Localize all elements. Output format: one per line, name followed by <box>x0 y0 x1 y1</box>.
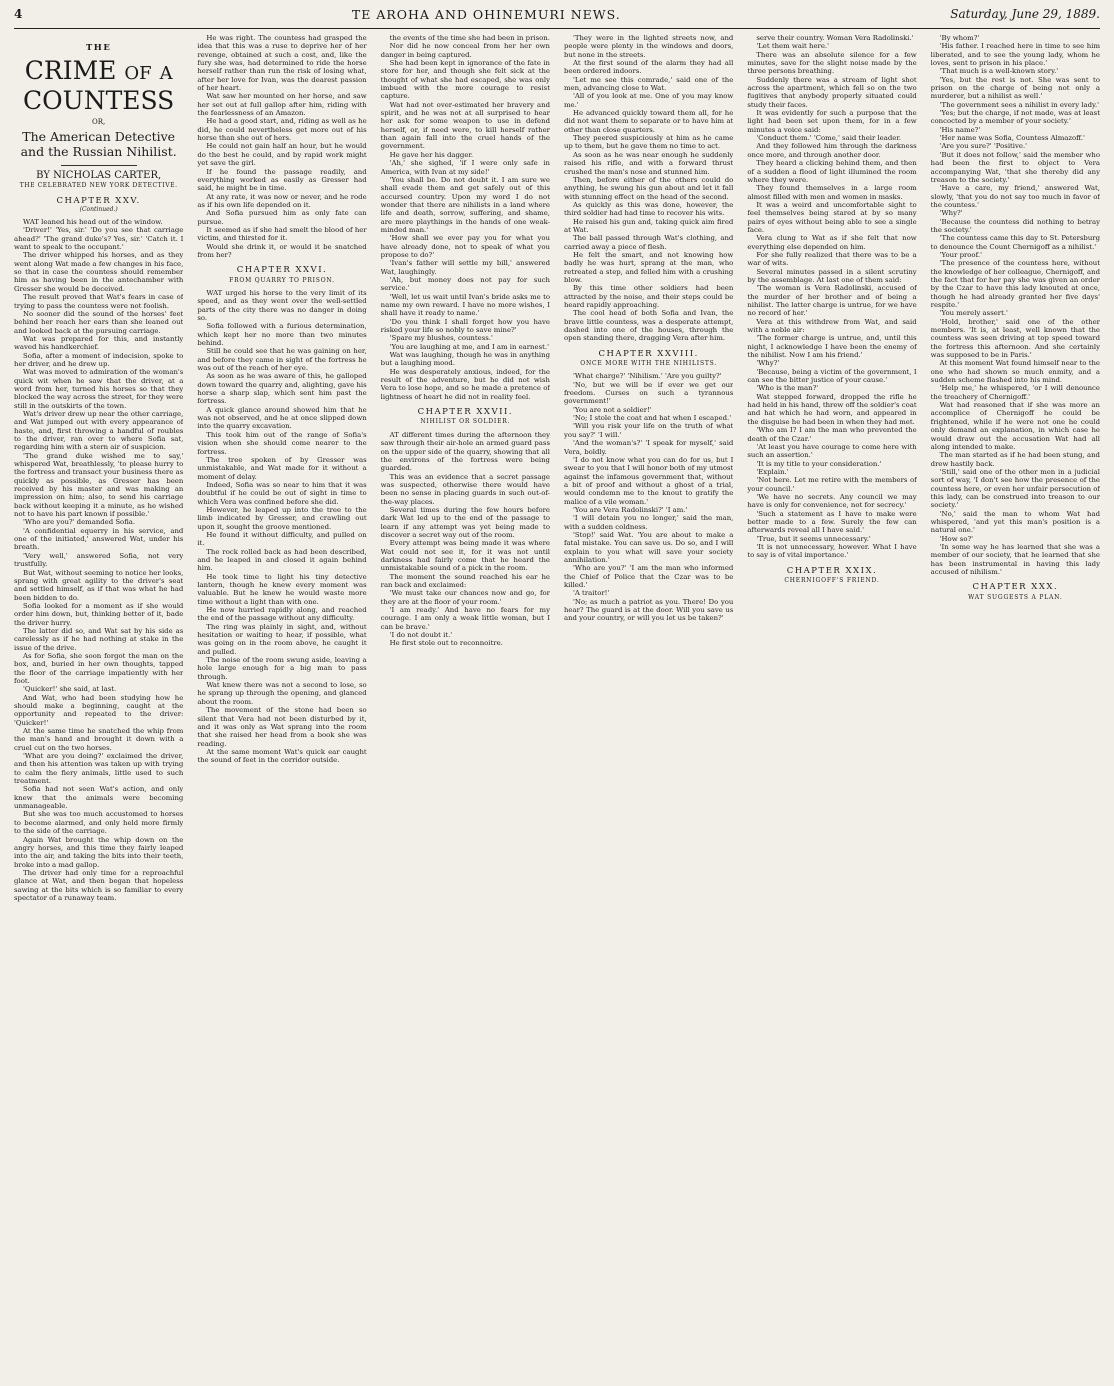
paragraph: Every attempt was being made it was where Wat could not see it, for it was not until darkness had fairly come that he heard the unmistakable sound of a pick in the room. <box>380 539 550 573</box>
paragraph: 'Because the countess did nothing to betray the society.' <box>930 217 1100 234</box>
column-2 <box>197 34 366 1378</box>
paragraph: 'A traitor!' <box>572 589 610 598</box>
paragraph: 'Who am I? I am the man who prevented the death of the Czar.' <box>747 426 917 443</box>
paragraph: 'Such a statement as I have to make were better made to a few. Surely the few can afterwards reveal all I have said.' <box>747 509 917 535</box>
paragraph: 'Why?' <box>756 359 780 368</box>
chapter-subtitle: ONCE MORE WITH THE NIHILISTS. <box>580 360 718 368</box>
divider <box>61 165 137 166</box>
paragraph: At the same time he snatched the whip from the man's hand and brought it down with a cruel cut on the two horses. <box>14 727 184 752</box>
paragraph: At the same moment Wat's quick ear caught the sound of feet in the corridor outside. <box>197 747 367 765</box>
paragraph: 'The government sees a nihilist in every lady.' <box>939 100 1100 109</box>
paragraph: Sofia, after a moment of indecision, spoke to her driver, and he drew up. <box>14 351 184 368</box>
paragraph: Again Wat brought the whip down on the angry horses, and this time they fairly leaped into the air, and taking the bits into their teeth, broke into a mad gallop. <box>14 835 184 869</box>
paragraph: There was an absolute silence for a few minutes, save for the slight noise made by the three persons breathing. <box>747 50 917 76</box>
paragraph: If he found the passage readily, and everything worked as easily as Gresser had said, he might be in time. <box>197 167 367 193</box>
paragraph: 'I am ready.' And have no fears for my courage. I am only a weak little woman, but I can be brave.' <box>380 606 550 631</box>
paragraph: 'Yes; but the charge, if not made, was at least concocted by a member of your society.' <box>930 109 1100 126</box>
paragraph: However, he leaped up into the tree to the limb indicated by Gresser, and crawling out upon it, sought the groove mentioned. <box>197 505 367 531</box>
serial-label: THE <box>85 43 112 53</box>
chapter-subtitle: NIHILIST OR SOLDIER. <box>420 418 511 426</box>
chapter-subtitle: CHERNIGOFF'S FRIEND. <box>784 577 880 584</box>
serial-title: CRIME of a COUNTESS <box>23 56 175 116</box>
paragraph: It seemed as if she had smelt the blood of her victim, and thirsted for it. <box>197 225 367 243</box>
paragraph: 'Help me,' he whispered, 'or I will denounce the treachery of Chernigoff.' <box>930 384 1100 401</box>
paragraph: The ring was plainly in sight, and, without hesitation or waiting to hear, if possible, what was going on in the room above, he caught it and pulled. <box>197 622 367 656</box>
chapter-title: CHAPTER XXVIII. <box>598 348 699 359</box>
paragraph: 'It is my title to your consideration.' <box>756 459 882 468</box>
paragraph: They found themselves in a large room almost filled with men and women in masks. <box>747 184 917 201</box>
paragraph: This took him out of the range of Sofia's vision when she should come nearer to the fortress. <box>197 430 367 456</box>
paragraph: 'What are you doing?' exclaimed the driver, and then his attention was taken up with trying to calm the fiery animals, little used to such treatment. <box>14 752 184 786</box>
paragraph: It was a weird and uncomfortable sight to feel themselves being stared at by so many pairs of eyes without being able to see a single face. <box>747 200 917 234</box>
chapter-title: CHAPTER XXVI. <box>236 265 328 276</box>
chapter-heading-27 <box>381 408 550 427</box>
paragraph: Wat's driver drew up near the other carriage, and Wat jumped out with every appearance of haste, and, first throwing a handful of roubles to the driver, ran over to where Sofia sat, regarding him with a stern air of suspicion. <box>14 409 184 452</box>
paragraph: This was an evidence that a secret passage was suspected, otherwise there would have been no sense in placing guards in such out-of-the-way places. <box>380 472 550 506</box>
chapter-heading-30 <box>931 583 1100 602</box>
paragraph: Wat was laughing, though he was in anything but a laughing mood. <box>380 351 550 368</box>
paragraph: As soon as he was near enough he suddenly raised his rifle, and with a forward thrust crushed the man's nose and stunned him. <box>563 150 734 176</box>
serial-author-line: THE CELEBRATED NEW YORK DETECTIVE. <box>19 182 178 190</box>
paragraph: And Sofia pursued him as only fate can pursue. <box>197 209 367 226</box>
paragraph: Wat had not over-estimated her bravery and spirit, and he was not at all surprised to hear her ask for some weapon to use in defend herself, or, if need were, to kill herself rather than again fall into the cruel hands of the government. <box>380 100 550 151</box>
paragraph: 'How shall we ever pay you for what you have already done, not to speak of what you propose to do?' <box>380 234 550 259</box>
paragraph: He now hurried rapidly along, and reached the end of the passage without any difficulty. <box>197 606 367 623</box>
paragraph: Wat saw her mounted on her horse, and saw her set out at full gallop after him, riding with the fearlessness of an Amazon. <box>197 92 367 118</box>
paragraph: 'Because, being a victim of the government, I can see the bitter justice of your cause.' <box>747 367 917 385</box>
paragraph: And they followed him through the darkness once more, and through another door. <box>747 142 917 159</box>
paragraph: Wat was prepared for this, and instantly waved his handkerchief. <box>14 334 184 352</box>
paragraph: 'Yes, but the rest is not. She was sent to prison on the charge of being not only a murderer, but a nihilist as well.' <box>930 75 1100 101</box>
paragraph: 'And the woman's?' 'I speak for myself,' said Vera, boldly. <box>563 439 734 456</box>
serial-or: OR, <box>92 118 106 127</box>
newspaper-title: TE AROHA AND OHINEMURI NEWS. <box>351 6 621 22</box>
paragraph: 'The countess came this day to St. Petersburg to denounce the Count Chernigoff as a nihilist.' <box>930 234 1100 251</box>
column-4 <box>564 34 733 1378</box>
paragraph: 'I do not know what you can do for us, but I swear to you that I will honor both of my utmost against the infamous government that, without a bit of proof and without a ghost of a trial, would condemn me to the knout to gratify the malice of a vile woman.' <box>563 455 734 506</box>
paragraph: By this time other soldiers had been attracted by the noise, and their steps could be heard rapidly approaching. <box>563 284 734 309</box>
paragraph: The driver had only time for a reproachful glance at Wat, and then began that hopeless sawing at the bits which is so familiar to every spectator of a runaway team. <box>14 868 184 902</box>
chapter-subtitle: FROM QUARRY TO PRISON. <box>229 276 335 284</box>
paragraph: The result proved that Wat's fears in case of trying to pass the countess were not foolish. <box>14 293 184 310</box>
paragraph: The cool head of both Sofia and Ivan, the brave little countess, was a desperate attempt, dashed into one of the houses, through the open standing there, dragging Vera after him. <box>563 309 734 343</box>
paragraph: Vera at this withdrew from Wat, and said with a noble air: <box>747 317 917 335</box>
serial-author: BY NICHOLAS CARTER, <box>36 169 162 181</box>
paragraph: 'That much is a well-known story.' <box>939 67 1059 76</box>
paragraph: 'Stop!' said Wat. 'You are about to make a fatal mistake. You can save us. Do so, and I will explain to you what will save your society annihilation.' <box>563 530 734 564</box>
paragraph: Sofia had not seen Wat's action, and only knew that the animals were becoming unmanageable. <box>14 785 184 811</box>
masthead <box>14 0 1100 29</box>
paragraph: 'Your proof.' <box>939 250 982 259</box>
paragraph: 'I do not doubt it.' <box>389 631 453 640</box>
paragraph: 'Let me see this comrade,' said one of the men, advancing close to Wat. <box>563 75 734 93</box>
paragraph: The rock rolled back as had been described, and he leaped in and closed it again behind him. <box>197 547 367 573</box>
paragraph: Sofia followed with a furious determination, which kept her no more than two minutes behind. <box>197 322 367 348</box>
paragraph: 'No,' said the man to whom Wat had whispered, 'and yet this man's position is a natural one.' <box>930 509 1100 535</box>
chapter-title: CHAPTER XXX. <box>972 582 1059 593</box>
paragraph: 'By whom?' <box>939 34 980 42</box>
paragraph: A quick glance around showed him that he was not observed, and he at once slipped down into the quarry excavation. <box>197 405 367 431</box>
paragraph: 'His name?' <box>939 125 981 134</box>
paragraph: Several times during the few hours before dark Wat led up to the end of the passage to learn if any attempt was yet being made to discover a secret way out of the room. <box>380 505 550 539</box>
paragraph: 'I will detain you no longer,' said the man, with a sudden coldness. <box>563 514 734 531</box>
paragraph: 'Well, let us wait until Ivan's bride asks me to name my own reward. I have no more wishes, I shall have it ready to name.' <box>380 292 550 318</box>
paragraph: 'But it does not follow,' said the member who had been the first to object to Vera accompanying Wat, 'that she thereby did any treason to the society.' <box>930 150 1100 184</box>
paragraph: 'You are Vera Radolinski?' 'I am.' <box>572 505 688 514</box>
paragraph: 'Spare my blushes, countess.' <box>389 334 493 343</box>
paragraph: 'It is not unnecessary, however. What I have to say is of vital importance.' <box>747 542 917 560</box>
paragraph: 'His father. I reached here in time to see him liberated, and to see the young lady, whom he loves, sent to prison in his place.' <box>930 42 1100 68</box>
paragraph: He could not gain half an hour, but he would do the best he could, and by rapid work might yet save the girl. <box>197 142 367 168</box>
paragraph: 'Who is the man?' <box>756 384 819 393</box>
paragraph: 'In some way he has learned that she was a member of our society, that he learned that she has been instrumental in having this lady accused of nihilism.' <box>930 542 1100 576</box>
paragraph: The latter did so, and Wat sat by his side as carelessly as if he had nothing at stake in the issue of the drive. <box>14 626 184 652</box>
paragraph: No sooner did the sound of the horses' feet behind her reach her ears than she leaned out and looked back at the pursuing carriage. <box>14 309 184 335</box>
paragraph: He felt the smart, and not knowing how badly he was hurt, sprang at the man, who retreated a step, and felled him with a crushing blow. <box>563 250 734 284</box>
paragraph: WAT urged his horse to the very limit of its speed, and as they went over the well-settled parts of the city there was no danger in doing so. <box>197 288 367 322</box>
paragraph: 'The woman is Vera Radolinski, accused of the murder of her brother and of being a nihilist. The latter charge is untrue, for we have no record of her.' <box>747 284 917 318</box>
page-number: 4 <box>14 7 23 21</box>
paragraph: 'Conduct them.' 'Come,' said their leader. <box>756 134 902 143</box>
paragraph: They heard a clicking behind them, and then of a sudden a flood of light illumined the room where they were. <box>747 159 917 184</box>
paragraph: 'You shall be. Do not doubt it. I am sure we shall evade them and get safely out of this accursed country. Upon my word I do not wonder that there are nihilists in a land where life and death, sorrow, suffering, and shame, are mere playthings in the hands of one weak-minded man.' <box>380 175 550 234</box>
paragraph: 'Are you sure?' 'Positive.' <box>939 142 1028 151</box>
paragraph: 'A confidential equerry in his service, and one of the initiated,' answered Wat, under his breath. <box>14 526 184 552</box>
paragraph: Wat was moved to admiration of the woman's quick wit when he saw that the driver, at a word from her, turned his horses so that they blocked the way across the street, for they were still in the outskirts of the town. <box>14 368 184 410</box>
paragraph: 'We have no secrets. Any council we may have is only for convenience, not for secrecy.' <box>747 492 917 510</box>
chapter-heading-25 <box>14 197 183 214</box>
paragraph: They peered suspiciously at him as he came up to them, but he gave them no time to act. <box>563 134 734 151</box>
paragraph: 'Do you think I shall forget how you have risked your life so nobly to save mine?' <box>380 317 550 335</box>
paragraph: 'You are laughing at me, and I am in earnest.' <box>389 342 549 351</box>
paragraph: But Wat, without seeming to notice her looks, sprang with great agility to the driver's seat and settled himself, as if that was what he had been bidden to do. <box>14 568 184 602</box>
paragraph: 'Hold, brother,' said one of the other members. 'It is, at least, well known that the countess was seen driving at top speed toward the fortress this afternoon. And she certainly was supposed to be in Paris.' <box>930 317 1100 360</box>
paragraph: WAT leaned his head out of the window. <box>23 218 163 227</box>
paragraph: The ball passed through Wat's clothing, and carried away a piece of flesh. <box>563 234 734 251</box>
paragraph: The movement of the stone had been so silent that Vera had not been disturbed by it, and it was only as Wat sprang into the room that she raised her head from a book she was reading. <box>197 706 367 748</box>
paragraph: The man started as if he had been stung, and drew hastily back. <box>930 451 1100 468</box>
paragraph: 'What charge?' 'Nihilism.' 'Are you guilty?' <box>572 372 722 381</box>
paragraph: Still he could see that he was gaining on her, and before they came in sight of the fortress he was out of the reach of her eye. <box>197 347 367 373</box>
paragraph: 'You merely assert.' <box>939 309 1008 318</box>
paragraph: 'We must take our chances now and go, for they are at the floor of your room.' <box>380 589 550 606</box>
paragraph: 'Will you risk your life on the truth of what you say?' 'I will.' <box>563 422 734 439</box>
paragraph: 'Ah,' she sighed, 'if I were only safe in America, with Ivan at my side!' <box>380 159 550 176</box>
chapter-heading-28 <box>564 350 733 369</box>
paragraph: 'Who are you?' demanded Sofia. <box>23 518 136 527</box>
paragraph: As soon as he was aware of this, he galloped down toward the quarry and, alighting, gave his horse a sharp slap, which sent him past the fortress. <box>197 372 367 406</box>
paragraph: For she fully realized that there was to be a war of wits. <box>747 250 917 268</box>
paragraph: 'No, but we will be if ever we get our freedom. Curses on such a tyrannous government!' <box>563 380 734 406</box>
paragraph: 'The grand duke wished me to say,' whispered Wat, breathlessly, 'to please hurry to the fortress and transact your business there as quickly as possible, as Gresser has been received by his master and was making an impression on him; also, to send his carriage back without keeping it a minute, as he wished not to have his part known if possible.' <box>14 451 184 519</box>
paragraph: He had a good start, and, riding as well as he did, he could nevertheless get more out of his horse than she out of hers. <box>197 117 367 143</box>
paragraph: 'You are not a soldier!' <box>572 405 652 414</box>
paragraph: 'Why?' <box>939 209 963 218</box>
paragraph: AT different times during the afternoon they saw through their air-hole an armed guard pass on the upper side of the quarry, showing that all the environs of the fortress were being guarded. <box>380 430 550 473</box>
paragraph: At any rate, it was now or never, and he rode as if his own life depended on it. <box>197 192 367 209</box>
paragraph: 'Her name was Sofia, Countess Almazoff.' <box>939 134 1085 143</box>
paragraph: 'Driver!' 'Yes, sir.' 'Do you see that carriage ahead?' 'The grand duke's? Yes, sir.' 'Catch it. I want to speak to the occupant.' <box>14 226 184 252</box>
paragraph: 'Ivan's father will settle my bill,' answered Wat, laughingly. <box>380 259 550 276</box>
paragraph: serve their country. Woman Vera Radolinski.' <box>756 34 914 42</box>
paragraph: 'Who are you?' 'I am the man who informed the Chief of Police that the Czar was to be killed.' <box>563 564 734 589</box>
paragraph: 'All of you look at me. One of you may know me.' <box>563 92 734 109</box>
paragraph: He was right. The countess had grasped the idea that this was a ruse to deprive her of her revenge, obtained at such a cost, and, like the fury she was, had determined to ride the horse herself rather than run the risk of losing what, after her love for Ivan, was the dearest passion of her heart. <box>197 34 367 93</box>
paragraph: 'Not here. Let me retire with the members of your council.' <box>747 476 917 493</box>
paragraph: He raised his gun and, taking quick aim fired at Wat. <box>563 217 734 234</box>
paragraph: 'Ah, but money does not pay for such service.' <box>380 275 550 293</box>
paragraph: 'Explain.' <box>756 467 789 476</box>
chapter-subtitle: WAT SUGGESTS A PLAN. <box>968 593 1063 601</box>
paragraph: 'True, but it seems unnecessary.' <box>756 534 871 543</box>
issue-date: Saturday, June 29, 1889. <box>950 7 1100 21</box>
column-3 <box>381 34 550 1378</box>
paragraph: 'Very well,' answered Sofia, not very trustfully. <box>14 551 184 569</box>
paragraph: 'Let them wait here.' <box>756 42 829 51</box>
paragraph: Would she drink it, or would it be snatched from her? <box>197 242 367 259</box>
chapter-title: CHAPTER XXVII. <box>417 407 514 418</box>
paragraph: He took time to light his tiny detective lantern, though he knew every moment was valuable. But he knew he would waste more time without a light than with one. <box>197 572 367 606</box>
paragraph: He was desperately anxious, indeed, for the result of the adventure, but he did not wish Vera to lose hope, and so he made a pretence of lightness of heart he did not in reality feel. <box>380 367 550 401</box>
chapter-continued: (Continued.) <box>79 205 118 213</box>
paragraph: the events of the time she had been in prison. <box>389 34 550 42</box>
paragraph: She had been kept in ignorance of the fate in store for her, and though she felt sick at the thought of what she had escaped, she was only imbued with the more courage to resist capture. <box>380 59 550 101</box>
paragraph: Sofia looked for a moment as if she would order him down, but, thinking better of it, bade the driver hurry. <box>14 601 184 627</box>
paragraph: At the first sound of the alarm they had all been ordered indoors. <box>563 59 734 76</box>
paragraph: 'At least you have courage to come here with such an assertion.' <box>747 442 917 460</box>
paragraph: 'Quicker!' she said, at last. <box>23 685 117 694</box>
chapter-heading-29 <box>747 567 916 586</box>
paragraph: 'Have a care, my friend,' answered Wat, slowly, 'that you do not say too much in favor of the countess.' <box>930 184 1100 209</box>
paragraph: Wat stepped forward, dropped the rifle he had held in his hand, threw off the soldier's coat and hat which he had worn, and appeared in the disguise he had been in when they had met. <box>747 392 917 426</box>
paragraph: The tree spoken of by Gresser was unmistakable, and Wat made for it without a moment of delay. <box>197 455 367 481</box>
paragraph: But she was too much accustomed to horses to become alarmed, and only held more firmly to the side of the carriage. <box>14 810 184 836</box>
paragraph: 'The former charge is untrue, and, until this night, I acknowledge I have been the enemy of the nihilist. Now I am his friend.' <box>747 334 917 360</box>
paragraph: Suddenly there was a stream of light shot across the apartment, which fell so on the two fugitives that anybody properly situated could study their faces. <box>747 75 917 109</box>
serial-header <box>14 44 183 190</box>
column-5 <box>747 34 916 1378</box>
paragraph: 'They were in the lighted streets now, and people were plenty in the windows and doors, but none in the streets. <box>563 34 734 59</box>
paragraph: Nor did he now conceal from her her own danger in being captured. <box>380 42 550 59</box>
paragraph: Wat had reasoned that if she was more an accomplice of Chernigoff he could be frightened, while if he were not one he could only demand an explanation, in which case he would draw out the accusation Wat had all along intended to make. <box>930 401 1100 451</box>
paragraph: He first stole out to reconnoitre. <box>389 639 503 648</box>
paragraph: And Wat, who had been studying how he should make a beginning, caught at the opportunity and repeated to the driver: 'Quicker!' <box>14 693 184 727</box>
article-columns <box>14 34 1100 1378</box>
paragraph: Vera clung to Wat as if she felt that now everything else depended on him. <box>747 234 917 251</box>
paragraph: Indeed, Sofia was so near to him that it was doubtful if he could be out of sight in time to which Vera was confined before she did. <box>197 480 367 506</box>
paragraph: He found it without difficulty, and pulled on it. <box>197 530 367 548</box>
paragraph: 'Still,' said one of the other men in a judicial sort of way, 'I don't see how the presence of the countess here, or even her unfair persecution of this lady, can be construed into treason to our society.' <box>930 467 1100 510</box>
chapter-heading-26 <box>197 266 366 285</box>
paragraph: 'No; I stole the coat and hat when I escaped.' <box>572 414 732 423</box>
paragraph: As for Sofia, she soon forgot the man on the box, and, buried in her own thoughts, tapped the floor of the carriage impatiently with her foot. <box>14 651 184 685</box>
chapter-title: CHAPTER XXV. <box>56 196 141 207</box>
paragraph: Then, before either of the others could do anything, he swung his gun about and let it fall with stunning effect on the head of the second. <box>563 175 734 201</box>
serial-subtitle: The American Detective and the Russian Nihilist. <box>20 128 177 159</box>
paragraph: 'No; as much a patriot as you. There! Do you hear? The guard is at the door. Will you save us and your country, or will you let us be taken?' <box>563 597 734 623</box>
paragraph: At this moment Wat found himself near to the one who had shown so much enmity, and a sudden scheme flashed into his mind. <box>930 359 1100 385</box>
paragraph: Wat knew there was not a second to lose, so he sprang up through the opening, and glanced about the room. <box>197 681 367 706</box>
column-6 <box>931 34 1100 1378</box>
paragraph: Several minutes passed in a silent scrutiny by the assemblage. At last one of them said: <box>747 267 917 284</box>
paragraph: He advanced quickly toward them all, for he did not want them to separate or to have him at other than close quarters. <box>563 109 734 134</box>
paragraph: 'The presence of the countess here, without the knowledge of her colleague, Chernigoff, and the fact that for her pay she was given an order by the Czar to have this lady knouted at once, though he had already granted her five days' respite.' <box>930 259 1100 309</box>
paragraph: It was evidently for such a purpose that the light had been set upon them, for in a few minutes a voice said: <box>747 109 917 134</box>
paragraph: He gave her his dagger. <box>389 150 474 159</box>
chapter-title: CHAPTER XXIX. <box>786 565 878 576</box>
column-1 <box>14 34 183 1378</box>
paragraph: The moment the sound reached his ear he ran back and exclaimed: <box>380 572 550 589</box>
paragraph: 'How so?' <box>939 534 974 543</box>
paragraph: The noise of the room swung aside, leaving a hole large enough for a big man to pass through. <box>197 656 367 681</box>
paragraph: The driver whipped his horses, and as they went along Wat made a few changes in his face, so that in case the countess should remember him as having been in the antechamber with Gresser she would be deceived. <box>14 251 184 293</box>
paragraph: As quickly as this was done, however, the third soldier had had time to recover his wits. <box>563 200 734 218</box>
